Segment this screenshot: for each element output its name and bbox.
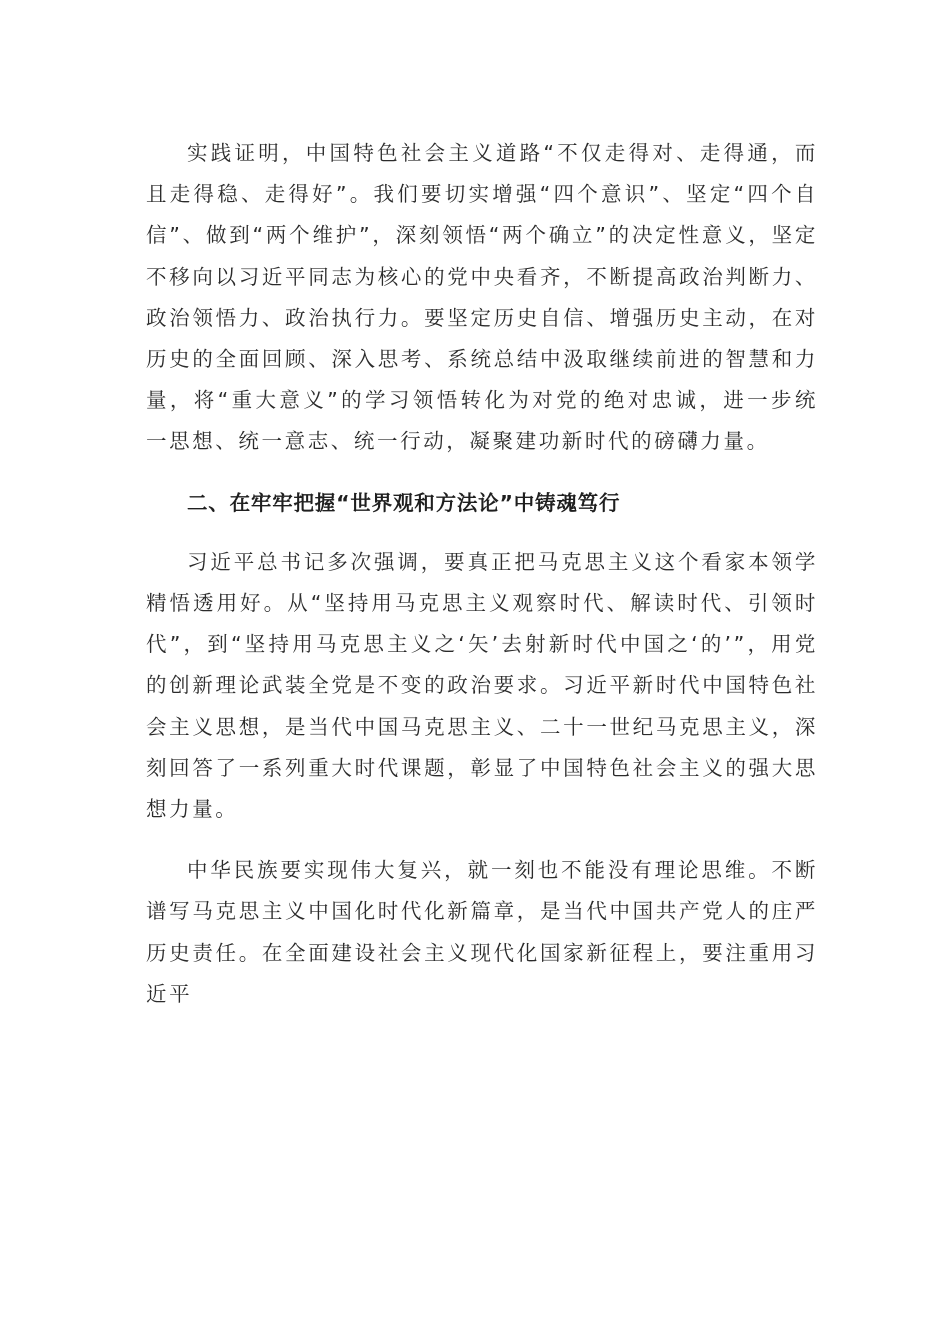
paragraph-theory-thinking: 中华民族要实现伟大复兴，就一刻也不能没有理论思维。不断谱写马克思主义中国化时代化新篇章，是当代中国共产党人的庄严历史责任。在全面建设社会主义现代化国家新征程上，要注重用习近平 (146, 858, 818, 1006)
paragraph-practice-proves: 实践证明，中国特色社会主义道路“不仅走得对、走得通，而且走得稳、走得好”。我们要切实增强“四个意识”、坚定“四个自信”、做到“两个维护”，深刻领悟“两个确立”的决定性意义，坚定不移向以习近平同志为核心的党中央看齐，不断提高政治判断力、政治领悟力、政治执行力。要坚定历史自信、增强历史主动，在对历史的全面回顾、深入思考、系统总结中汲取继续前进的智慧和力量，将“重大意义”的学习领悟转化为对党的绝对忠诚，进一步统一思想、统一意志、统一行动，凝聚建功新时代的磅礴力量。 (146, 141, 818, 454)
document-body (146, 133, 818, 1015)
paragraph-marxism: 习近平总书记多次强调，要真正把马克思主义这个看家本领学精悟透用好。从“坚持用马克思主义观察时代、解读时代、引领时代”，到“坚持用马克思主义之‘矢’去射新时代中国之‘的’”，用党的创新理论武装全党是不变的政治要求。习近平新时代中国特色社会主义思想，是当代中国马克思主义、二十一世纪马克思主义，深刻回答了一系列重大时代课题，彰显了中国特色社会主义的强大思想力量。 (146, 549, 818, 822)
section-heading: 二、在牢牢把握“世界观和方法论”中铸魂笃行 (187, 490, 621, 515)
